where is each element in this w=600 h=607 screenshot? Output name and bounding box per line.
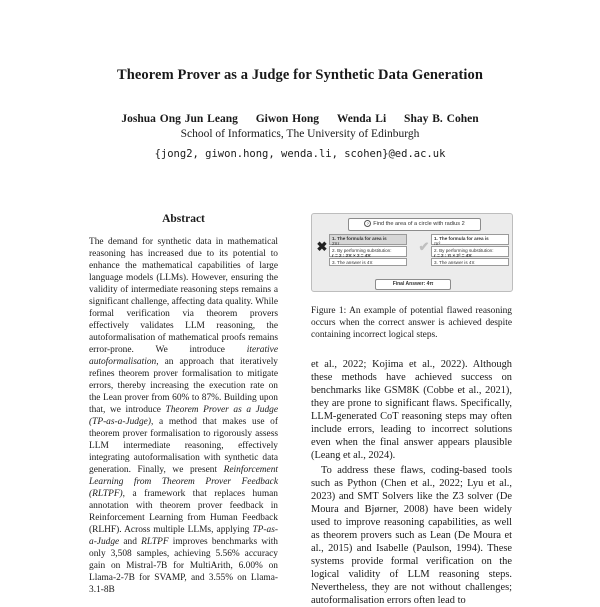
solution-step: 3. The answer is 4π (329, 258, 407, 266)
abstract-heading: Abstract (162, 213, 205, 225)
author-name: Shay B. Cohen (404, 113, 479, 125)
solution-step: 3. The answer is 4π (431, 258, 509, 266)
paper-title: Theorem Prover as a Judge for Synthetic Data Generation (116, 67, 484, 83)
solution-step: 1. The formula for area is πr² (431, 234, 509, 245)
author-emails: {jong2, giwon.hong, wenda.li, scohen}@ed.ac.uk (154, 148, 446, 160)
solution-step: 2. By performing substitution: r = 2 : π × 2² = 4π (431, 246, 509, 257)
question-icon: ? (364, 220, 371, 227)
check-icon: ✔ (418, 239, 430, 254)
abstract-body: The demand for synthetic data in mathematical reasoning has increased due to its potential to enhance the mathematical capabilities of large language models (LLMs). However, ensuring the validity of intermediate reasoning steps remains a significant challenge, affecting data quality. While formal verification via theorem provers effectively validates LLM reasoning, the autoformalisation of mathematical proofs remains error-prone. We introduce iterative autoformalisation, an approach that iteratively refines theorem prover formalisation to mitigate errors, thereby increasing the execution rate on the Lean prover from 60% to 87%. Building upon that, we introduce Theorem Prover as a Judge (TP-as-a-Judge), a method that makes use of theorem prover formalisation to rigorously assess LLM intermediate reasoning, effectively integrating autoformalisation with synthetic data generation. Finally, we present Reinforcement Learning from Theorem Prover Feedback (RLTPF), a framework that replaces human annotation with theorem prover feedback in Reinforcement Learning from Human Feedback (RLHF). Across multiple LLMs, applying TP-as-a-Judge and RLTPF improves benchmarks with only 3,508 samples, achieving 5.56% accuracy gain on Mistral-7B for MultiArith, 6.00% on Llama-2-7B for SVAMP, and 3.55% on Llama-3.1-8B (89, 237, 278, 595)
paragraph: To address these flaws, coding-based tools such as Python (Chen et al., 2022; Lyu et al., 2023) and SMT Solvers like the Z3 solver (De Moura and Bjørner, 2008) have been widely used to improve reasoning capabilities, as well as theorem provers such as Lean (De Moura et al., 2015) and Isabelle (Paulson, 1994). These systems provide formal verification on the logical validity of LLM reasoning steps. Nevertheless, they are not without challenges; autoformalisation errors often lead to (311, 465, 512, 606)
emphasis-text: Theorem Prover as a Judge (TP-as-a-Judge) (89, 405, 278, 427)
solution-step: 2. By performing substitution: r = 2 : 2π × 2 = 4π (329, 246, 407, 257)
emphasis-text: TP-as-a-Judge (89, 525, 278, 547)
emphasis-text: RLTPF (141, 537, 169, 547)
figure-caption: Figure 1: An example of potential flawed reasoning occurs when the correct answer is achieved despite containing incorrect logical steps. (311, 306, 512, 340)
flawed-solution (316, 234, 407, 276)
solution-step: 1. The formula for area is 2πr (329, 234, 407, 245)
body-text (311, 358, 512, 607)
paragraph: et al., 2022; Kojima et al., 2022). Although these methods have achieved success on benchmarks like GSM8K (Cobbe et al., 2021), they are prone to significant flaws. Specifically, LLM-generated CoT reasoning steps may often include errors, leading to incorrect solutions even when the final answer appears plausible (Leang et al., 2024). (311, 359, 512, 461)
emphasis-text: iterative autoformalisation (89, 345, 278, 367)
author-name: Wenda Li (336, 113, 387, 125)
author-list (0, 113, 600, 125)
author-name: Giwon Hong (255, 113, 320, 125)
author-name: Joshua Ong Jun Leang (121, 113, 238, 125)
question-box: ? Find the area of a circle with radius 2 (348, 218, 481, 231)
figure-1 (311, 213, 513, 292)
final-answer-box: Final Answer: 4π (375, 279, 451, 290)
affiliation: School of Informatics, The University of Edinburgh (180, 128, 420, 140)
correct-solution (418, 234, 509, 276)
cross-icon: ✖ (316, 239, 328, 254)
emphasis-text: Reinforcement Learning from Theorem Prover Feedback (RLTPF) (89, 465, 278, 499)
